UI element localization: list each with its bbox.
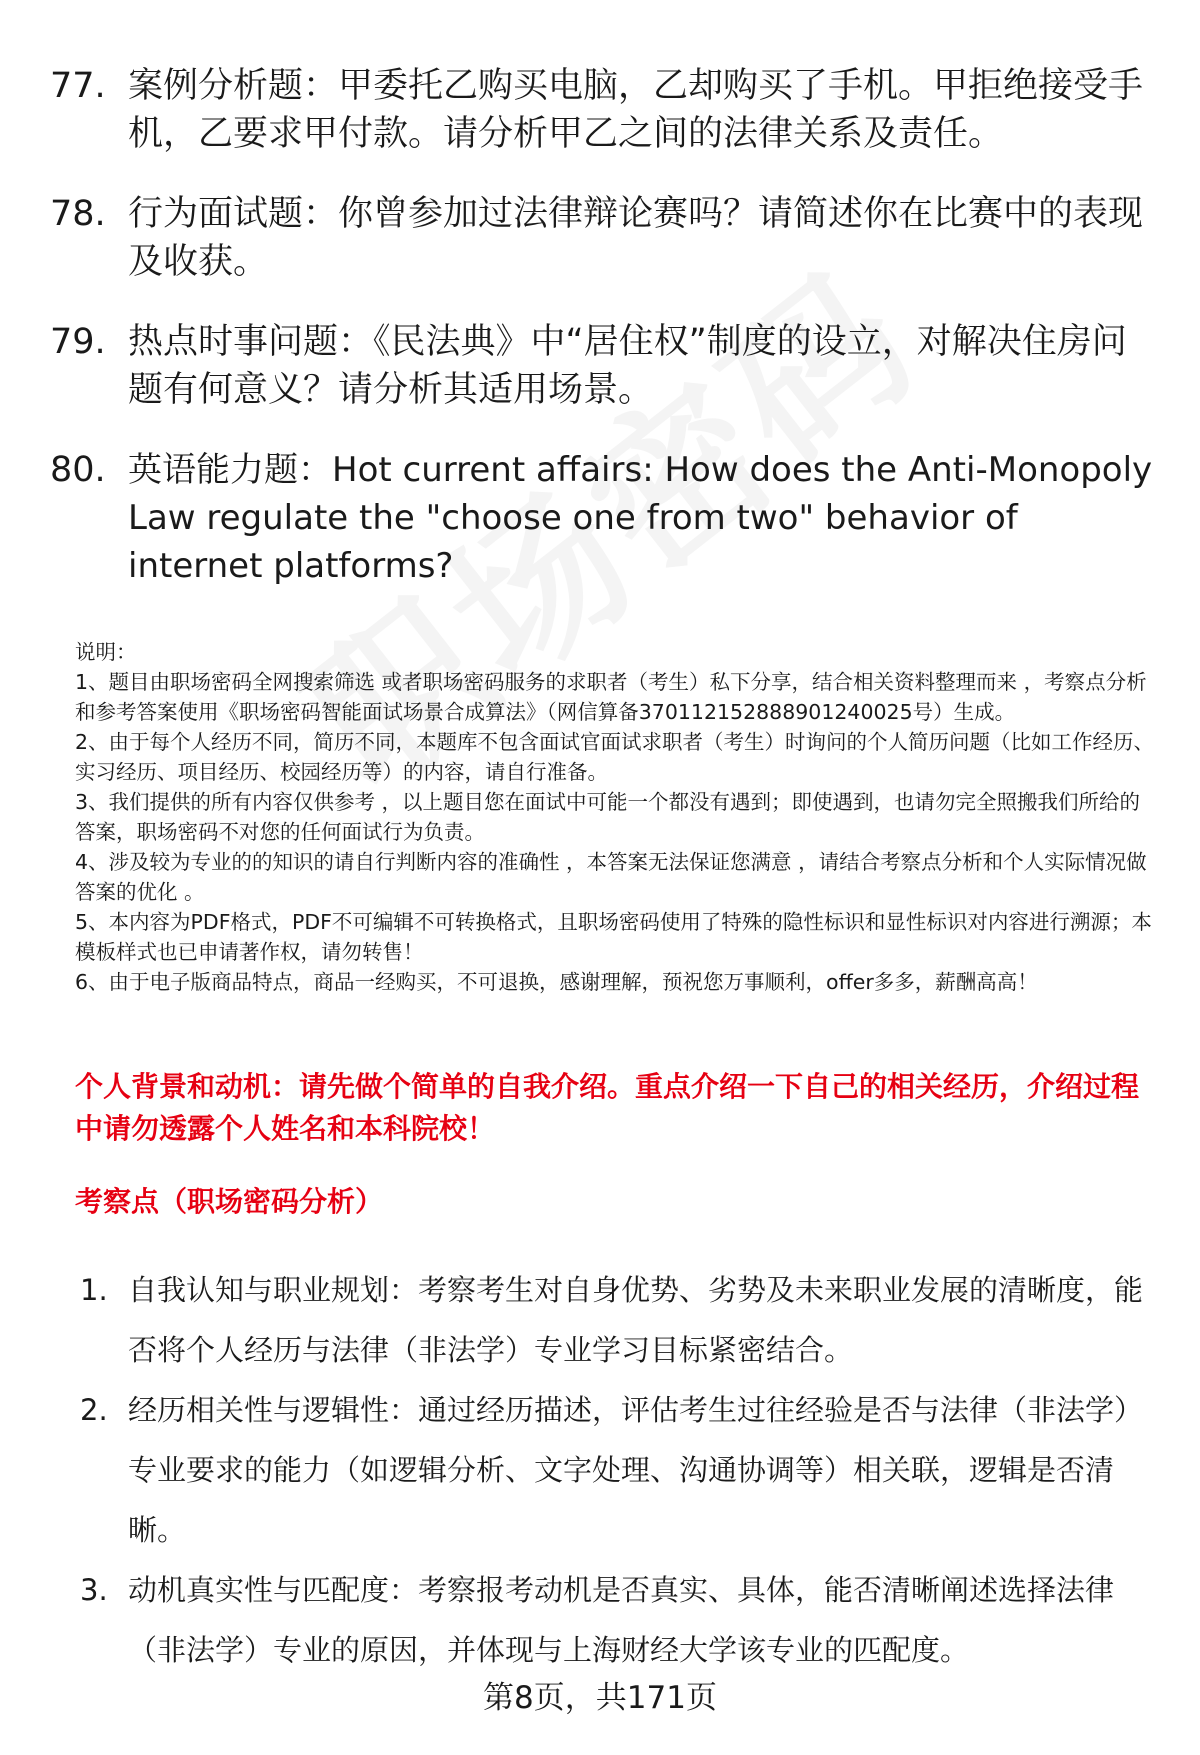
point-number: 3. [80, 1573, 108, 1607]
list-item [80, 1380, 1170, 1560]
point-number: 1. [80, 1273, 108, 1307]
note-item: 6、由于电子版商品特点，商品一经购买，不可退换，感谢理解，预祝您万事顺利，offer多多，薪酬高高！ [75, 970, 1038, 994]
question-item [50, 446, 1160, 590]
note-item: 5、本内容为PDF格式，PDF不可编辑不可转换格式，且职场密码使用了特殊的隐性标识和显性标识对内容进行溯源；本模板样式也已申请著作权，请勿转售！ [75, 910, 1152, 964]
page-footer: 第8页，共171页 [483, 1680, 717, 1716]
list-item [80, 1260, 1170, 1380]
intro-question: 个人背景和动机：请先做个简单的自我介绍。重点介绍一下自己的相关经历，介绍过程中请勿透露个人姓名和本科院校！ [75, 1070, 1140, 1145]
point-number: 2. [80, 1393, 108, 1427]
question-number: 78. [50, 194, 106, 234]
notes-block [75, 637, 1160, 997]
question-text: 行为面试题：你曾参加过法律辩论赛吗？请简述你在比赛中的表现及收获。 [128, 194, 1144, 282]
question-item [50, 190, 1160, 286]
question-number: 80. [50, 450, 106, 490]
notes-title: 说明： [75, 640, 137, 664]
point-text: 自我认知与职业规划：考察考生对自身优势、劣势及未来职业发展的清晰度，能否将个人经历与法律（非法学）专业学习目标紧密结合。 [128, 1273, 1144, 1367]
question-item [50, 318, 1160, 414]
question-list [50, 62, 1160, 622]
note-item: 1、题目由职场密码全网搜索筛选 或者职场密码服务的求职者（考生）私下分享，结合相关资料整理而来 ，考察点分析和参考答案使用《职场密码智能面试场景合成算法》（网信算备370112152888901240025号）生成。 [75, 670, 1147, 724]
question-number: 77. [50, 66, 106, 106]
list-item [80, 1560, 1170, 1680]
question-number: 79. [50, 322, 106, 362]
question-text: 英语能力题：Hot current affairs: How does the Anti-Monopoly Law regulate the "choose one from two" behavior of internet platforms? [128, 450, 1153, 586]
section-title: 考察点（职场密码分析） [75, 1185, 384, 1218]
note-item: 4、涉及较为专业的的知识的请自行判断内容的准确性 ，本答案无法保证您满意 ，请结合考察点分析和个人实际情况做答案的优化 。 [75, 850, 1147, 904]
question-text: 案例分析题：甲委托乙购买电脑，乙却购买了手机。甲拒绝接受手机，乙要求甲付款。请分析甲乙之间的法律关系及责任。 [128, 66, 1144, 154]
question-text: 热点时事问题：《民法典》中“居住权”制度的设立，对解决住房问题有何意义？请分析其适用场景。 [128, 322, 1127, 410]
note-item: 3、我们提供的所有内容仅供参考 ，以上题目您在面试中可能一个都没有遇到；即使遇到，也请勿完全照搬我们所给的答案，职场密码不对您的任何面试行为负责。 [75, 790, 1141, 844]
point-text: 动机真实性与匹配度：考察报考动机是否真实、具体，能否清晰阐述选择法律（非法学）专业的原因，并体现与上海财经大学该专业的匹配度。 [128, 1573, 1115, 1667]
point-text: 经历相关性与逻辑性：通过经历描述，评估考生过往经验是否与法律（非法学）专业要求的能力（如逻辑分析、文字处理、沟通协调等）相关联，逻辑是否清晰。 [128, 1393, 1144, 1547]
question-item [50, 62, 1160, 158]
analysis-points [80, 1260, 1170, 1680]
note-item: 2、由于每个人经历不同，简历不同，本题库不包含面试官面试求职者（考生）时询问的个人简历问题（比如工作经历、实习经历、项目经历、校园经历等）的内容，请自行准备。 [75, 730, 1155, 784]
